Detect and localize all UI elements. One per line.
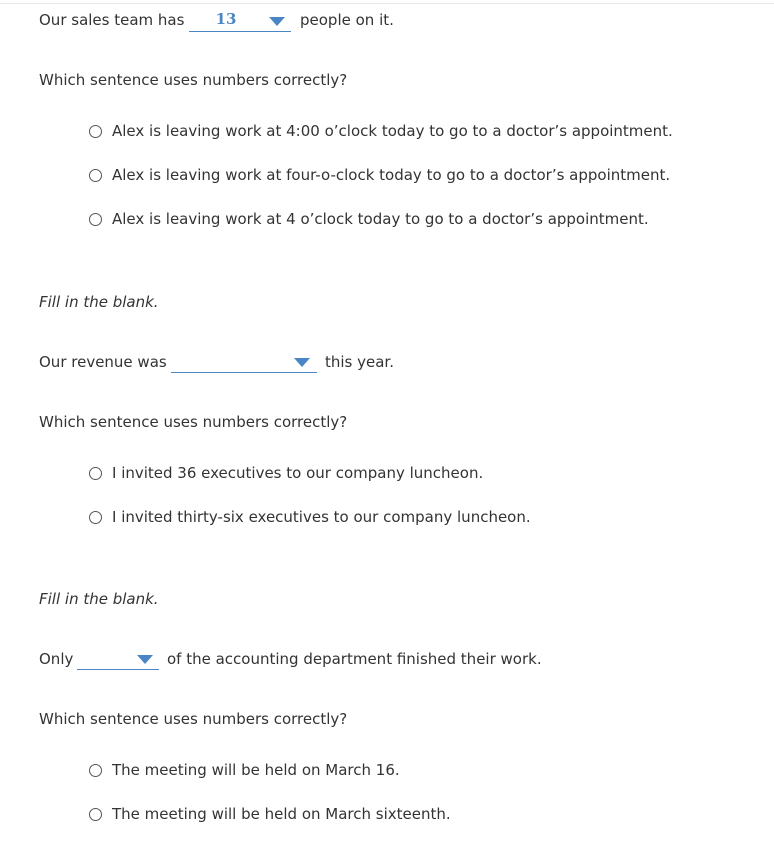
q2-option-2-label: Alex is leaving work at four-o-clock today to go to a doctor’s appointment. <box>112 166 671 184</box>
radio-icon[interactable] <box>89 511 102 524</box>
q4-option-1[interactable] <box>89 463 483 483</box>
radio-icon[interactable] <box>89 808 102 821</box>
q1-dropdown[interactable] <box>189 9 291 32</box>
q3-text-after: this year. <box>325 353 394 371</box>
radio-icon[interactable] <box>89 467 102 480</box>
q3-dropdown[interactable] <box>171 350 317 373</box>
q4-option-1-label: I invited 36 executives to our company luncheon. <box>112 464 484 482</box>
top-divider <box>0 3 774 4</box>
radio-icon[interactable] <box>89 125 102 138</box>
q2-option-1[interactable] <box>89 121 673 141</box>
radio-icon[interactable] <box>89 764 102 777</box>
chevron-down-icon <box>269 17 285 26</box>
radio-icon[interactable] <box>89 213 102 226</box>
q4-prompt: Which sentence uses numbers correctly? <box>39 413 348 431</box>
q1-text-before: Our sales team has <box>39 11 185 29</box>
q2-prompt: Which sentence uses numbers correctly? <box>39 71 348 89</box>
q1-text-after: people on it. <box>300 11 394 29</box>
q5-text-after: of the accounting department finished their work. <box>167 650 542 668</box>
chevron-down-icon <box>294 358 310 367</box>
q6-option-2[interactable] <box>89 804 451 824</box>
q2-option-3[interactable] <box>89 209 649 229</box>
q6-prompt: Which sentence uses numbers correctly? <box>39 710 348 728</box>
q2-option-2[interactable] <box>89 165 670 185</box>
q6-option-1-label: The meeting will be held on March 16. <box>112 761 400 779</box>
q5-dropdown[interactable] <box>77 647 159 670</box>
q3-instruction: Fill in the blank. <box>39 293 159 311</box>
q2-option-1-label: Alex is leaving work at 4:00 o’clock today to go to a doctor’s appointment. <box>112 122 673 140</box>
q6-option-2-label: The meeting will be held on March sixteenth. <box>112 805 451 823</box>
q4-option-2[interactable] <box>89 507 531 527</box>
q6-option-1[interactable] <box>89 760 400 780</box>
q1-selected-value: 13 <box>215 10 237 28</box>
radio-icon[interactable] <box>89 169 102 182</box>
q4-option-2-label: I invited thirty-six executives to our company luncheon. <box>112 508 531 526</box>
chevron-down-icon <box>137 655 153 664</box>
q5-instruction: Fill in the blank. <box>39 590 159 608</box>
q2-option-3-label: Alex is leaving work at 4 o’clock today to go to a doctor’s appointment. <box>112 210 649 228</box>
q5-text-before: Only <box>39 650 74 668</box>
q3-text-before: Our revenue was <box>39 353 167 371</box>
